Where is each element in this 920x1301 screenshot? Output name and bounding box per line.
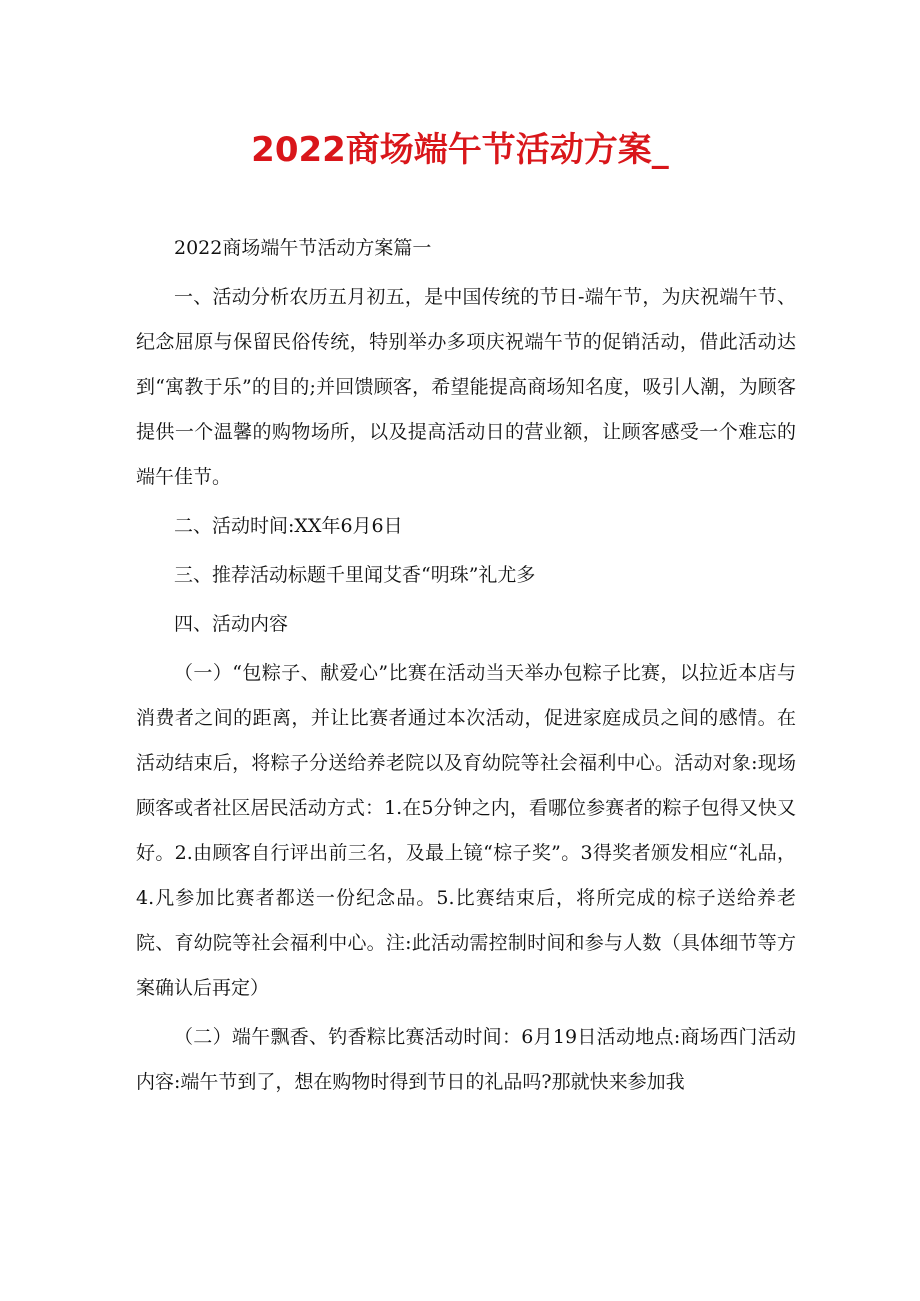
paragraph-recommended-title: 三、推荐活动标题千里闻艾香“明珠”礼尤多 [174,564,536,586]
paragraph-zongzi-contest: （一）“包粽子、献爱心”比赛在活动当天举办包粽子比赛，以拉近本店与消费者之间的距离，并让比赛者通过本次活动，促进家庭成员之间的感情。在活动结束后，将粽子分送给养老院以及育幼院等社会福利中心。活动对象:现场顾客或者社区居民活动方式：1.在5分钟之内，看哪位参赛者的粽子包得又快又好。2.由顾客自行评出前三名，及最上镜“棕子奖”。3得奖者颁发相应“礼品，4.凡参加比赛者都送一份纪念品。5.比赛结束后，将所完成的棕子送给养老院、育幼院等社会福利中心。注:此活动需控制时间和参与人数（具体细节等方案确认后再定） [136,662,796,999]
document-title: 2022商场端午节活动方案_ [251,130,669,170]
paragraph-activity-analysis: 一、活动分析农历五月初五，是中国传统的节日-端午节，为庆祝端午节、纪念屈原与保留民俗传统，特别举办多项庆祝端午节的促销活动，借此活动达到“寓教于乐”的目的;并回馈顾客，希望能提高商场知名度，吸引人潮，为顾客提供一个温馨的购物场所，以及提高活动日的营业额，让顾客感受一个难忘的端午佳节。 [136,286,796,488]
paragraph-fishing-zongzi-contest: （二）端午飘香、钓香粽比赛活动时间：6月19日活动地点:商场西门活动内容:端午节到了，想在购物时得到节日的礼品吗?那就快来参加我 [136,1026,796,1093]
section-heading: 2022商场端午节活动方案篇一 [174,237,432,259]
paragraph-activity-time: 二、活动时间:XX年6月6日 [174,515,403,537]
document-body [136,226,796,1105]
paragraph-activity-content-heading: 四、活动内容 [174,613,289,635]
